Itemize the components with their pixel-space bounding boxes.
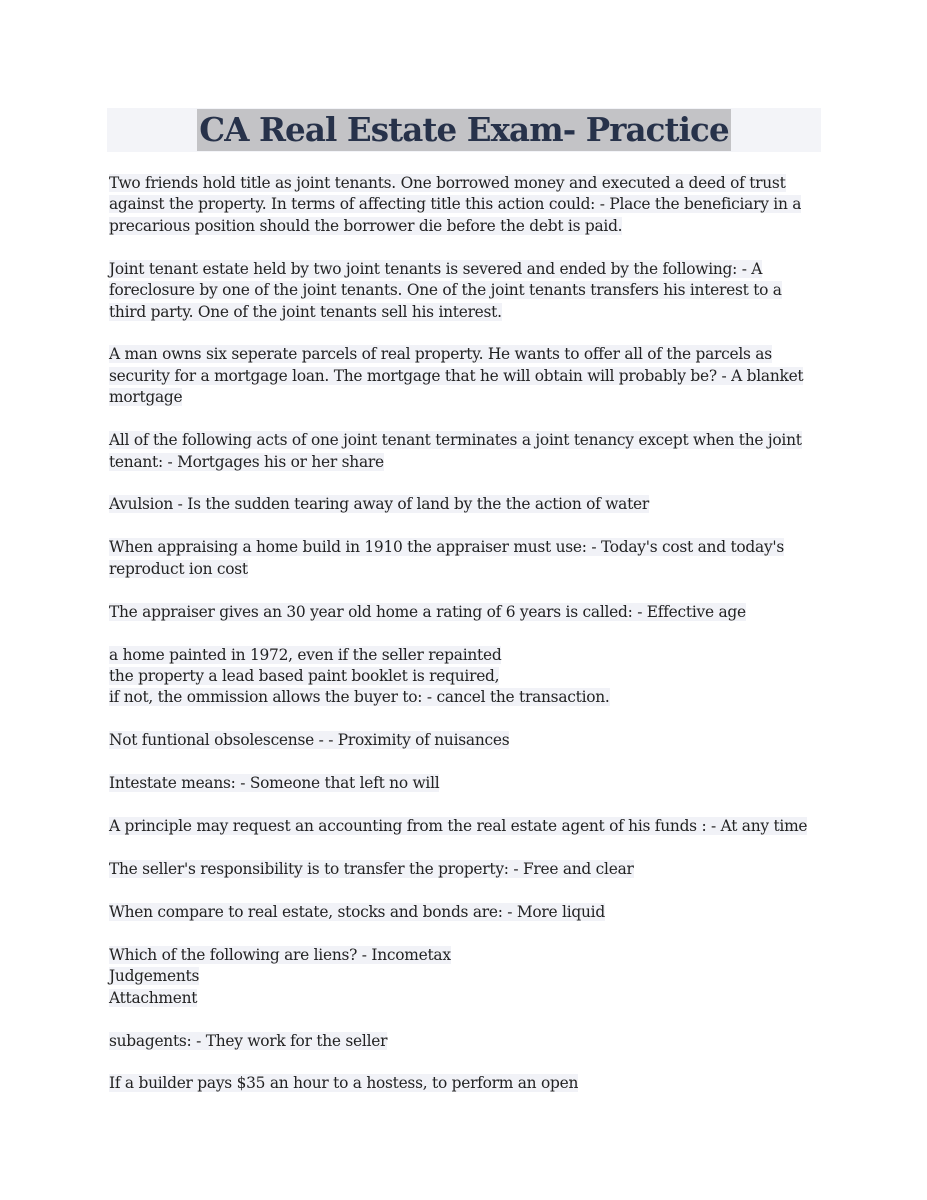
qa-item (109, 773, 821, 794)
qa-text: When compare to real estate, stocks and bonds are: - More liquid (109, 902, 605, 921)
title-band (107, 108, 821, 152)
question-answer-list (109, 173, 821, 1116)
qa-item (109, 494, 821, 515)
qa-item (109, 859, 821, 880)
qa-item (109, 945, 821, 1009)
qa-text: When appraising a home build in 1910 the appraiser must use: - Today's cost and today's reproduct ion cost (109, 538, 785, 578)
qa-text: Two friends hold title as joint tenants. One borrowed money and executed a deed of trust against the property. In terms of affecting title this action could: - Place the beneficiary in a precarious position should the borrower die before the debt is paid. (109, 174, 802, 235)
qa-item (109, 173, 821, 237)
page-title: CA Real Estate Exam- Practice (199, 110, 729, 149)
qa-item (109, 645, 821, 709)
qa-item (109, 344, 821, 408)
qa-item (109, 1073, 821, 1094)
qa-text: The seller's responsibility is to transfer the property: - Free and clear (109, 860, 634, 879)
qa-text: Avulsion - Is the sudden tearing away of land by the the action of water (109, 495, 649, 514)
qa-item (109, 537, 821, 580)
qa-text: A principle may request an accounting from the real estate agent of his funds : - At any time (109, 817, 808, 836)
qa-item (109, 902, 821, 923)
qa-item (109, 430, 821, 473)
qa-text: A man owns six seperate parcels of real property. He wants to offer all of the parcels as security for a mortgage loan. The mortgage that he will obtain will probably be? - A blanket mortgage (109, 345, 804, 407)
qa-text: The appraiser gives an 30 year old home a rating of 6 years is called: - Effective age (109, 602, 746, 621)
qa-item (109, 259, 821, 323)
qa-item (109, 602, 821, 623)
qa-item (109, 816, 821, 837)
qa-text: If a builder pays $35 an hour to a hostess, to perform an open (109, 1074, 579, 1093)
qa-text: All of the following acts of one joint tenant terminates a joint tenancy except when the joint tenant: - Mortgages his or her share (109, 431, 802, 471)
qa-text: a home painted in 1972, even if the seller repainted the property a lead based paint booklet is required, if not, the ommission allows the buyer to: - cancel the transaction. (109, 645, 610, 707)
qa-text: subagents: - They work for the seller (109, 1031, 388, 1050)
qa-text: Joint tenant estate held by two joint tenants is severed and ended by the following: - A foreclosure by one of the joint tenants. One of the joint tenants transfers his interest to a third party. One of the joint tenants sell his interest. (109, 259, 782, 321)
qa-text: Not funtional obsolescense - - Proximity of nuisances (109, 731, 510, 750)
qa-text: Which of the following are liens? - Incometax Judgements Attachment (109, 945, 451, 1007)
qa-text: Intestate means: - Someone that left no will (109, 774, 440, 793)
qa-item (109, 1031, 821, 1052)
qa-item (109, 730, 821, 751)
